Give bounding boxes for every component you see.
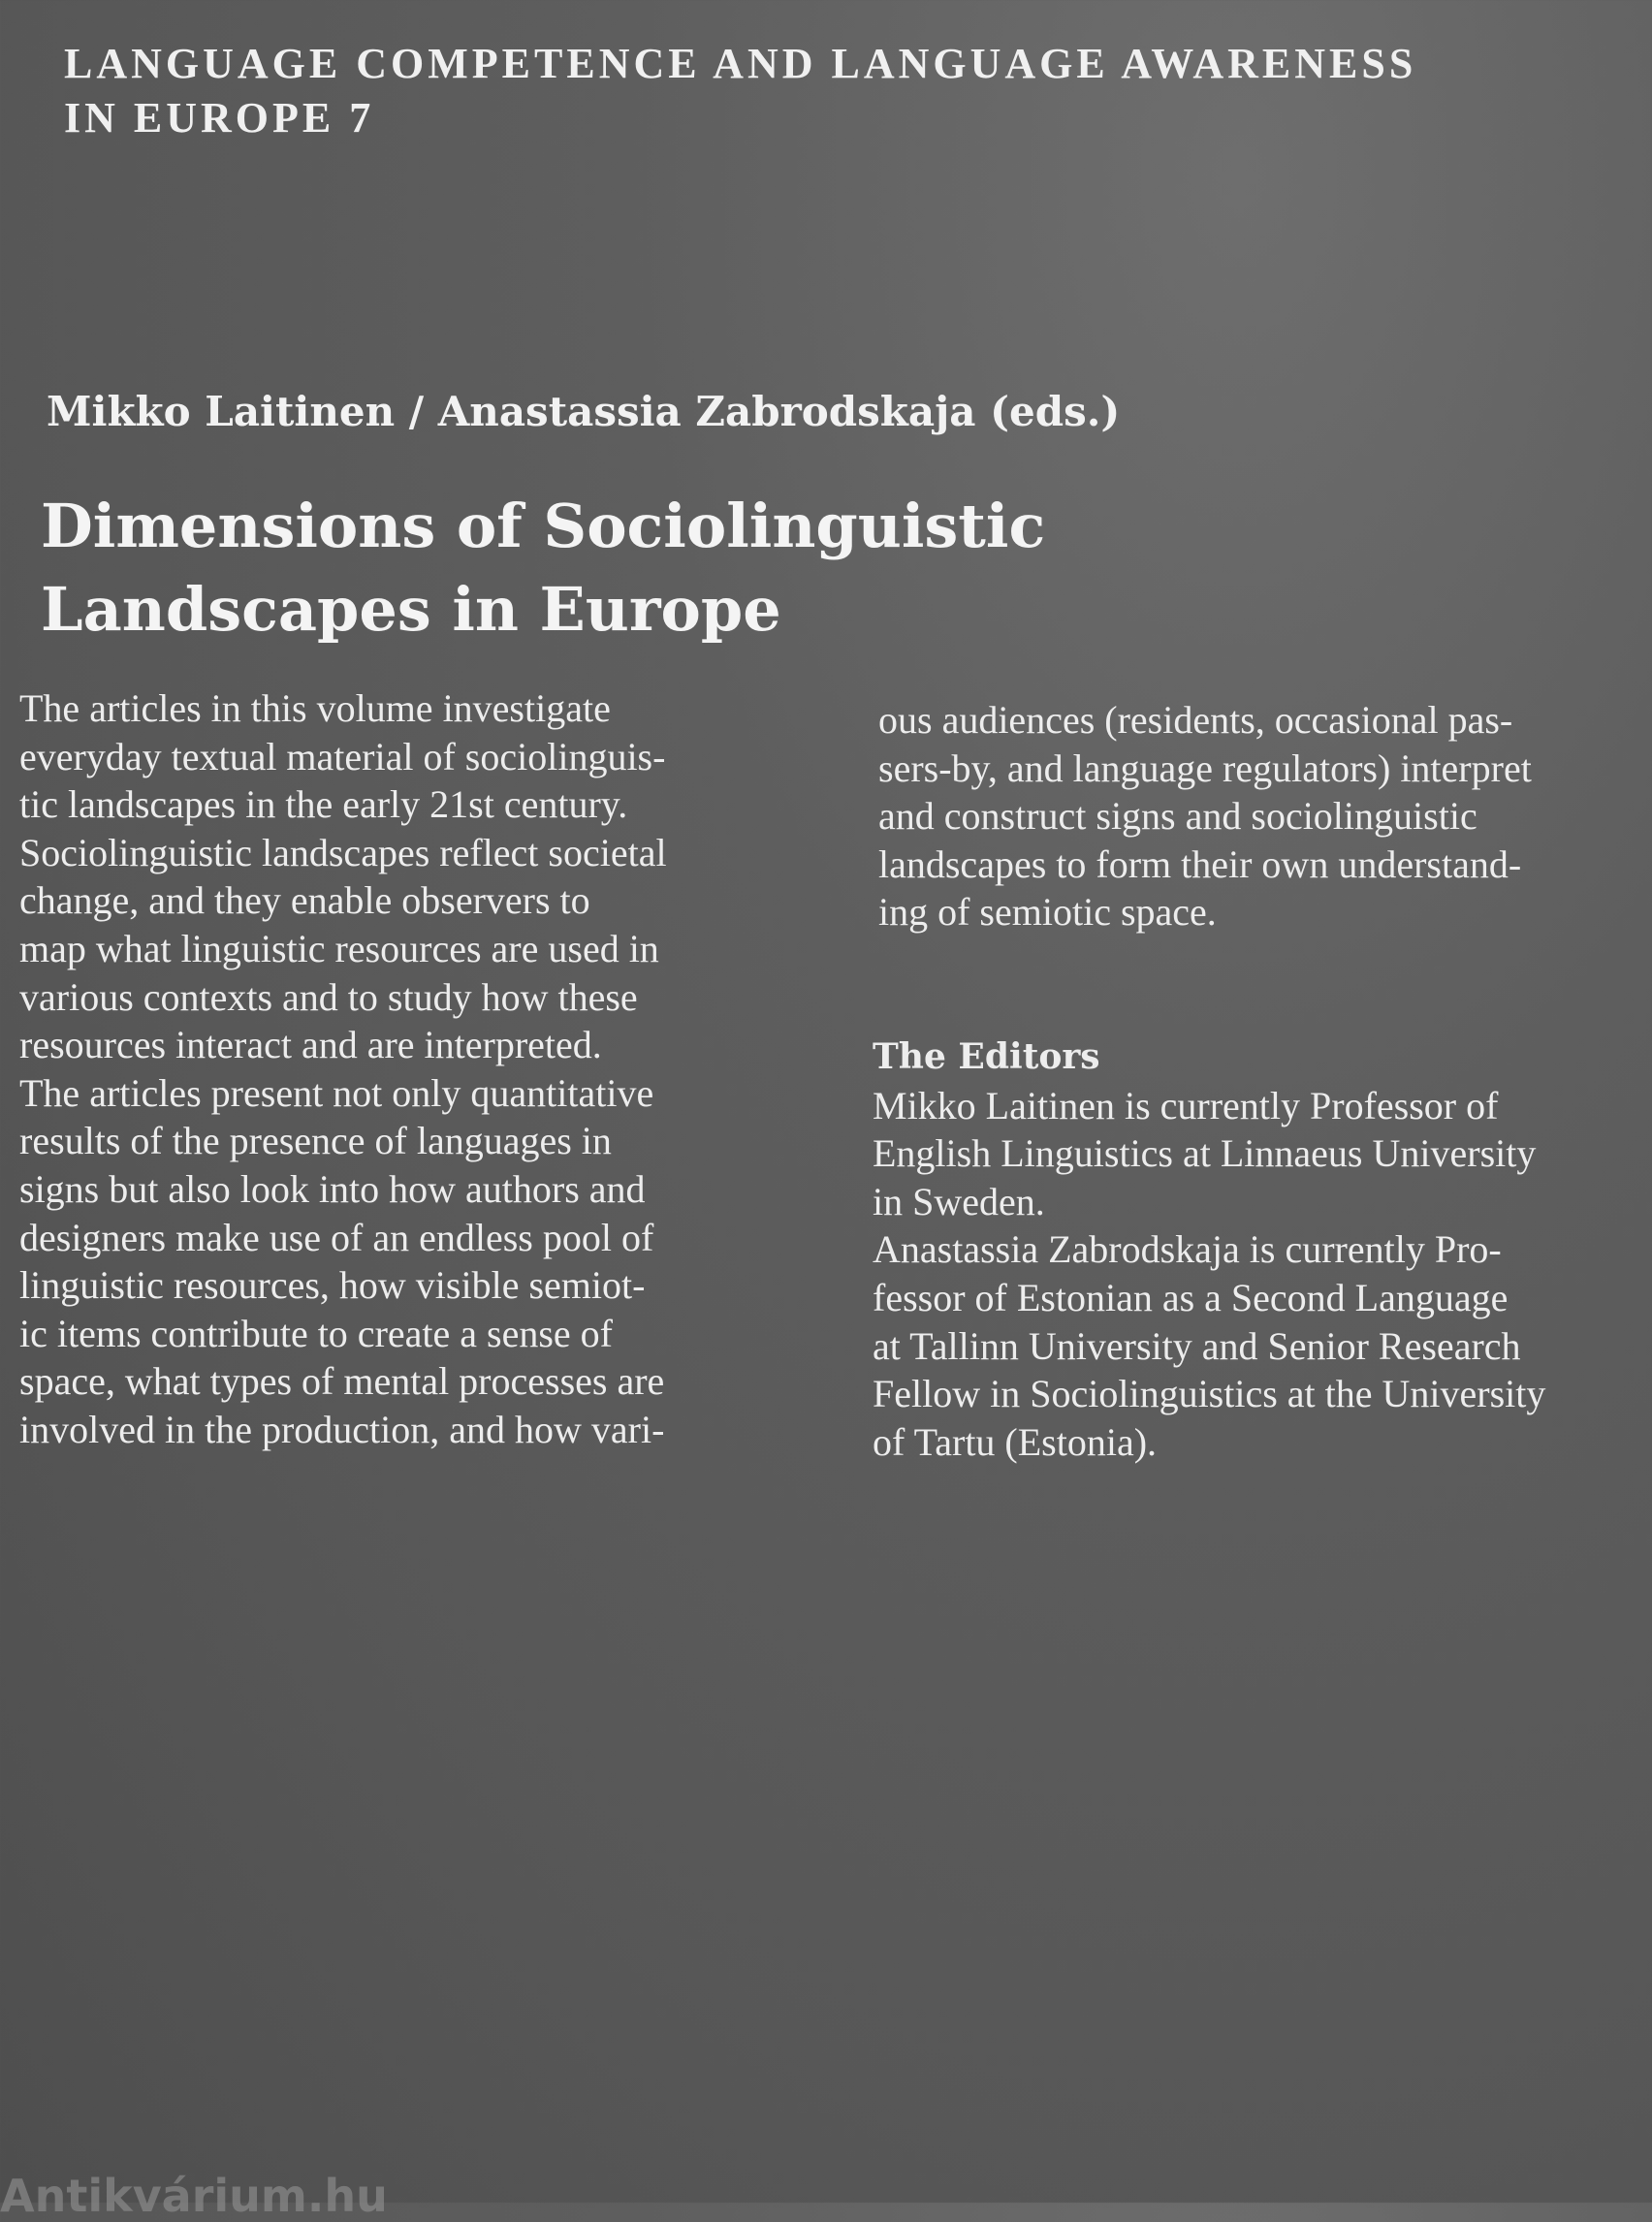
blurb-line: various contexts and to study how these [19,974,638,1019]
about-editors-line: fessor of Estonian as a Second Language [873,1275,1509,1319]
blurb-line: ic items contribute to create a sense of [19,1311,613,1355]
blurb-line: involved in the production, and how vari- [19,1407,665,1451]
blurb-line: and construct signs and sociolinguistic [878,794,1477,839]
blurb-line: map what linguistic resources are used in [19,926,659,970]
about-editors-line: Anastassia Zabrodskaja is currently Pro- [873,1227,1502,1272]
blurb-line: resources interact and are interpreted. [19,1023,602,1067]
blurb-line: change, and they enable observers to [19,878,590,923]
blurb-line: designers make use of an endless pool of [19,1215,654,1259]
blurb-line: ing of semiotic space. [878,890,1217,935]
about-editors-line: at Tallinn University and Senior Research [873,1323,1521,1368]
series-title-line-2: IN EUROPE 7 [64,94,375,142]
blurb-line: The articles present not only quantitative [19,1070,654,1115]
editors-byline: Mikko Laitinen / Anastassia Zabrodskaja (eds.) [47,388,1121,435]
blurb-left-column [19,684,795,1454]
about-editors-line: in Sweden. [873,1179,1045,1223]
blurb-line: results of the presence of languages in [19,1119,612,1163]
blurb-right-column [878,696,1644,936]
about-editors-line: Fellow in Sociolinguistics at the University [873,1372,1546,1416]
blurb-line: sers-by, and language regulators) interpret [878,746,1532,790]
blurb-line: space, what types of mental processes are [19,1359,665,1404]
about-editors-line: English Linguistics at Linnaeus University [873,1131,1537,1176]
book-title-line-1: Dimensions of Sociolinguistic [41,491,1046,561]
blurb-line: signs but also look into how authors and [19,1166,646,1211]
about-editors-line: of Tartu (Estonia). [873,1419,1158,1464]
series-title [64,37,1596,145]
blurb-line: landscapes to form their own understand- [878,841,1522,886]
blurb-line: everyday textual material of sociolinguis- [19,734,666,778]
watermark: Antikvárium.hu [0,2170,388,2222]
blurb-line: linguistic resources, how visible semiot- [19,1263,646,1308]
about-editors-line: Mikko Laitinen is currently Professor of [873,1083,1499,1127]
blurb-line: The articles in this volume investigate [19,686,611,730]
book-title-line-2: Landscapes in Europe [41,574,781,645]
blurb-line: tic landscapes in the early 21st century. [19,782,628,827]
about-editors [873,1033,1648,1466]
book-title [41,485,1045,651]
series-title-line-1: LANGUAGE COMPETENCE AND LANGUAGE AWARENESS [64,40,1417,87]
blurb-line: ous audiences (residents, occasional pas- [878,698,1513,742]
blurb-line: Sociolinguistic landscapes reflect societal [19,830,667,874]
about-editors-heading: The Editors [873,1036,1100,1077]
